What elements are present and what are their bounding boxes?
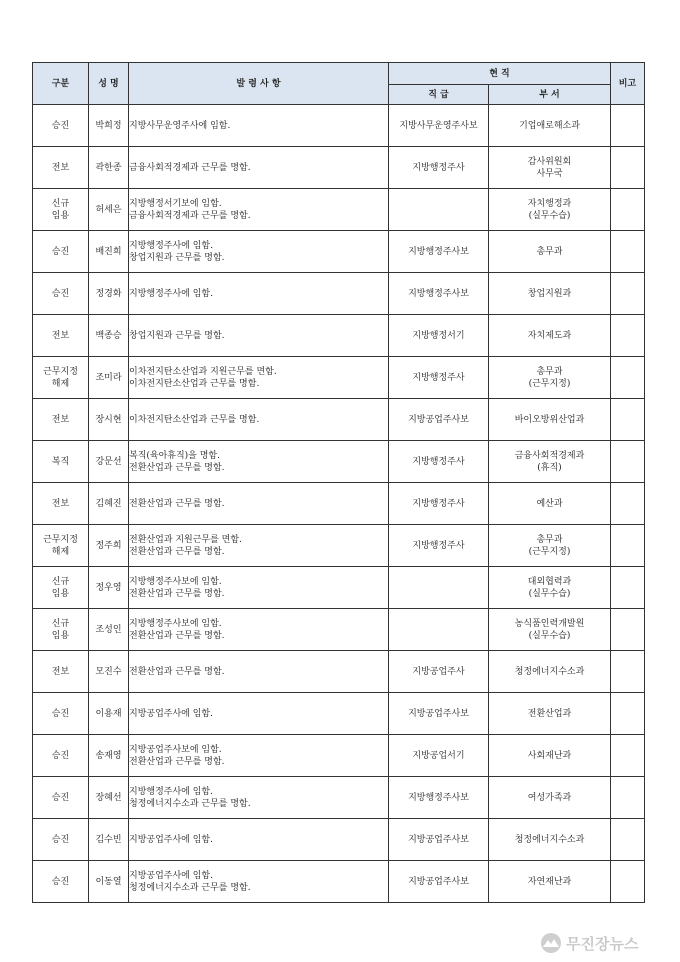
cell-order — [129, 105, 389, 147]
cell-dept — [489, 105, 611, 147]
cell-rank: 지방공업주사 — [389, 651, 489, 693]
cell-order — [129, 525, 389, 567]
cell-dept-line: (실무수습) — [528, 630, 571, 641]
cell-order — [129, 189, 389, 231]
cell-category-line: 전보 — [51, 498, 70, 509]
cell-order-line: 이차전지탄소산업과 지원근무를 면함. — [129, 366, 277, 377]
cell-note — [611, 399, 645, 441]
cell-order-line: 전환산업과 근무를 명함. — [129, 462, 225, 473]
cell-note — [611, 483, 645, 525]
cell-order-line: 복직(육아휴직)을 명함. — [129, 450, 220, 461]
cell-category — [33, 483, 89, 525]
cell-category — [33, 525, 89, 567]
cell-dept — [489, 777, 611, 819]
cell-rank: 지방행정주사보 — [389, 777, 489, 819]
cell-order-line: 전환산업과 근무를 명함. — [129, 546, 225, 557]
cell-order-line: 창업지원과 근무를 명함. — [129, 330, 225, 341]
cell-category — [33, 189, 89, 231]
cell-category-line: 승진 — [51, 834, 70, 845]
cell-dept-line: 대외협력과 — [527, 576, 572, 587]
table-row — [33, 861, 645, 903]
table-row — [33, 357, 645, 399]
header-rank: 직 급 — [389, 85, 489, 105]
table-row — [33, 399, 645, 441]
cell-note — [611, 819, 645, 861]
table-row — [33, 735, 645, 777]
cell-dept-line: 금융사회적경제과 — [514, 450, 585, 461]
cell-category-line: 신규 — [51, 198, 70, 209]
cell-category-line: 해제 — [51, 378, 70, 389]
cell-name: 배진희 — [89, 231, 129, 273]
cell-category — [33, 315, 89, 357]
table-row — [33, 525, 645, 567]
cell-name: 곽한종 — [89, 147, 129, 189]
cell-rank: 지방공업주사보 — [389, 819, 489, 861]
cell-dept-line: 예산과 — [536, 498, 563, 509]
cell-note — [611, 609, 645, 651]
cell-category-line: 전보 — [51, 162, 70, 173]
cell-rank: 지방행정주사 — [389, 525, 489, 567]
cell-dept-line: 사회재난과 — [527, 750, 572, 761]
cell-rank: 지방행정서기 — [389, 315, 489, 357]
watermark-text: 무진장뉴스 — [566, 934, 639, 953]
cell-order-line: 지방공업주사에 임함. — [129, 834, 213, 845]
cell-category — [33, 567, 89, 609]
table-row — [33, 651, 645, 693]
cell-order-line: 청정에너지수소과 근무를 명함. — [129, 798, 251, 809]
table-row — [33, 105, 645, 147]
cell-category-line: 신규 — [51, 576, 70, 587]
cell-category-line: 근무지정 — [43, 366, 78, 377]
cell-dept — [489, 189, 611, 231]
cell-order-line: 이차전지탄소산업과 근무를 명함. — [129, 378, 260, 389]
table-body — [33, 105, 645, 903]
cell-note — [611, 315, 645, 357]
cell-order — [129, 567, 389, 609]
table-row — [33, 441, 645, 483]
header-order: 발 령 사 항 — [129, 63, 389, 105]
cell-name: 김혜진 — [89, 483, 129, 525]
table-row — [33, 609, 645, 651]
cell-category — [33, 777, 89, 819]
cell-rank — [389, 609, 489, 651]
cell-dept — [489, 231, 611, 273]
cell-order — [129, 273, 389, 315]
cell-category-line: 승진 — [51, 288, 70, 299]
cell-note — [611, 735, 645, 777]
cell-name: 박희정 — [89, 105, 129, 147]
cell-order-line: 전환산업과 지원근무를 면함. — [129, 534, 242, 545]
cell-order-line: 지방행정주사보에 임함. — [129, 576, 222, 587]
cell-category-line: 승진 — [51, 708, 70, 719]
cell-rank: 지방행정주사 — [389, 147, 489, 189]
table-row — [33, 819, 645, 861]
cell-rank: 지방행정주사 — [389, 357, 489, 399]
cell-category-line: 해제 — [51, 546, 70, 557]
cell-dept — [489, 651, 611, 693]
cell-order-line: 청정에너지수소과 근무를 명함. — [129, 882, 251, 893]
cell-category — [33, 819, 89, 861]
cell-order — [129, 315, 389, 357]
cell-note — [611, 441, 645, 483]
cell-dept-line: 감사위원회 — [527, 156, 572, 167]
cell-category — [33, 105, 89, 147]
cell-note — [611, 651, 645, 693]
cell-note — [611, 147, 645, 189]
cell-note — [611, 777, 645, 819]
table-header — [33, 63, 645, 105]
cell-category-line: 임용 — [51, 210, 70, 221]
header-name: 성 명 — [89, 63, 129, 105]
table-row — [33, 231, 645, 273]
cell-note — [611, 567, 645, 609]
cell-category-line: 임용 — [51, 630, 70, 641]
cell-name: 조성인 — [89, 609, 129, 651]
header-dept: 부 서 — [489, 85, 611, 105]
cell-rank: 지방공업주사보 — [389, 399, 489, 441]
cell-order-line: 전환산업과 근무를 명함. — [129, 756, 225, 767]
cell-order — [129, 147, 389, 189]
cell-note — [611, 231, 645, 273]
table-row — [33, 315, 645, 357]
table-row — [33, 777, 645, 819]
cell-name: 송재영 — [89, 735, 129, 777]
cell-dept-line: 총무과 — [536, 366, 563, 377]
cell-order — [129, 399, 389, 441]
cell-name: 김수빈 — [89, 819, 129, 861]
table-row — [33, 483, 645, 525]
cell-rank: 지방행정주사 — [389, 483, 489, 525]
cell-order-line: 전환산업과 근무를 명함. — [129, 588, 225, 599]
cell-order — [129, 735, 389, 777]
cell-note — [611, 189, 645, 231]
cell-order-line: 지방행정주사에 임함. — [129, 240, 213, 251]
cell-order — [129, 819, 389, 861]
cell-order — [129, 357, 389, 399]
cell-dept-line: 농식품인력개발원 — [514, 618, 585, 629]
cell-category-line: 승진 — [51, 792, 70, 803]
cell-dept-line: (휴직) — [537, 462, 562, 473]
cell-rank: 지방공업주사보 — [389, 693, 489, 735]
cell-name: 모진수 — [89, 651, 129, 693]
cell-dept-line: (실무수습) — [528, 588, 571, 599]
cell-dept — [489, 861, 611, 903]
cell-order — [129, 651, 389, 693]
cell-name: 정주희 — [89, 525, 129, 567]
table-row — [33, 273, 645, 315]
cell-rank: 지방공업서기 — [389, 735, 489, 777]
cell-dept-line: 자연재난과 — [527, 876, 572, 887]
cell-dept — [489, 315, 611, 357]
cell-dept-line: 사무국 — [536, 168, 563, 179]
cell-note — [611, 861, 645, 903]
cell-name: 강문선 — [89, 441, 129, 483]
cell-dept-line: (실무수습) — [528, 210, 571, 221]
cell-dept-line: (근무지정) — [528, 546, 571, 557]
cell-category-line: 승진 — [51, 246, 70, 257]
header-note: 비고 — [611, 63, 645, 105]
cell-order — [129, 609, 389, 651]
cell-category-line: 승진 — [51, 876, 70, 887]
cell-category — [33, 441, 89, 483]
cell-dept-line: 총무과 — [536, 534, 563, 545]
cell-dept-line: 바이오방위산업과 — [514, 414, 585, 425]
cell-dept-line: 청정에너지수소과 — [514, 666, 585, 677]
table-row — [33, 693, 645, 735]
cell-name: 이동열 — [89, 861, 129, 903]
cell-category — [33, 357, 89, 399]
cell-dept — [489, 567, 611, 609]
cell-order-line: 지방공업주사에 임함. — [129, 870, 213, 881]
cell-dept-line: (근무지정) — [528, 378, 571, 389]
cell-dept-line: 여성가족과 — [527, 792, 572, 803]
table-row — [33, 567, 645, 609]
cell-note — [611, 273, 645, 315]
cell-dept — [489, 609, 611, 651]
cell-rank: 지방행정주사 — [389, 441, 489, 483]
cell-category — [33, 651, 89, 693]
table-row — [33, 189, 645, 231]
cell-note — [611, 105, 645, 147]
cell-rank — [389, 189, 489, 231]
watermark-logo — [540, 930, 666, 956]
cell-category-line: 전보 — [51, 330, 70, 341]
cell-order-line: 전환산업과 근무를 명함. — [129, 630, 225, 641]
cell-category-line: 근무지정 — [43, 534, 78, 545]
cell-dept — [489, 357, 611, 399]
watermark-mountain-icon — [540, 932, 562, 954]
cell-rank — [389, 567, 489, 609]
cell-rank: 지방사무운영주사보 — [389, 105, 489, 147]
cell-dept-line: 기업애로해소과 — [519, 120, 580, 131]
cell-name: 정우영 — [89, 567, 129, 609]
cell-dept-line: 자치행정과 — [527, 198, 572, 209]
cell-dept — [489, 735, 611, 777]
cell-name: 조미라 — [89, 357, 129, 399]
cell-name: 백종승 — [89, 315, 129, 357]
cell-category — [33, 273, 89, 315]
cell-order-line: 지방행정서기보에 임함. — [129, 198, 222, 209]
cell-name: 장시현 — [89, 399, 129, 441]
header-category: 구분 — [33, 63, 89, 105]
cell-name: 이용재 — [89, 693, 129, 735]
cell-order-line: 지방공업주사보에 임함. — [129, 744, 222, 755]
cell-dept — [489, 441, 611, 483]
cell-dept-line: 자치제도과 — [527, 330, 572, 341]
cell-dept — [489, 147, 611, 189]
cell-dept-line: 총무과 — [536, 246, 563, 257]
cell-order-line: 지방행정주사에 임함. — [129, 786, 213, 797]
cell-order — [129, 441, 389, 483]
cell-category-line: 전보 — [51, 414, 70, 425]
cell-category — [33, 735, 89, 777]
cell-order-line: 지방행정주사에 임함. — [129, 288, 213, 299]
cell-name: 정경화 — [89, 273, 129, 315]
cell-order-line: 전환산업과 근무를 명함. — [129, 498, 225, 509]
cell-order-line: 창업지원과 근무를 명함. — [129, 252, 225, 263]
cell-order-line: 이차전지탄소산업과 근무를 명함. — [129, 414, 260, 425]
cell-dept — [489, 483, 611, 525]
cell-category-line: 승진 — [51, 750, 70, 761]
cell-note — [611, 525, 645, 567]
cell-order-line: 전환산업과 근무를 명함. — [129, 666, 225, 677]
cell-category — [33, 693, 89, 735]
cell-order-line: 금융사회적경제과 근무를 명함. — [129, 162, 251, 173]
cell-order-line: 지방행정주사보에 임함. — [129, 618, 222, 629]
cell-note — [611, 693, 645, 735]
cell-category — [33, 399, 89, 441]
cell-order-line: 지방사무운영주사에 임함. — [129, 120, 231, 131]
cell-note — [611, 357, 645, 399]
table-row — [33, 147, 645, 189]
cell-order-line: 금융사회적경제과 근무를 명함. — [129, 210, 251, 221]
cell-order — [129, 483, 389, 525]
cell-order — [129, 777, 389, 819]
cell-order — [129, 861, 389, 903]
cell-category-line: 임용 — [51, 588, 70, 599]
cell-dept-line: 창업지원과 — [527, 288, 572, 299]
personnel-table — [32, 62, 645, 903]
cell-dept — [489, 399, 611, 441]
cell-order-line: 지방공업주사에 임함. — [129, 708, 213, 719]
cell-dept-line: 청정에너지수소과 — [514, 834, 585, 845]
cell-order — [129, 231, 389, 273]
cell-order — [129, 693, 389, 735]
cell-name: 장혜선 — [89, 777, 129, 819]
cell-dept — [489, 819, 611, 861]
cell-rank: 지방행정주사보 — [389, 231, 489, 273]
cell-category-line: 신규 — [51, 618, 70, 629]
cell-category-line: 승진 — [51, 120, 70, 131]
cell-dept — [489, 273, 611, 315]
cell-category-line: 복직 — [51, 456, 70, 467]
cell-rank: 지방공업주사보 — [389, 861, 489, 903]
header-current: 현 직 — [389, 63, 611, 85]
cell-dept — [489, 693, 611, 735]
cell-category — [33, 861, 89, 903]
cell-name: 허세은 — [89, 189, 129, 231]
cell-category-line: 전보 — [51, 666, 70, 677]
cell-dept-line: 전환산업과 — [527, 708, 572, 719]
cell-dept — [489, 525, 611, 567]
cell-category — [33, 609, 89, 651]
cell-category — [33, 147, 89, 189]
cell-rank: 지방행정주사보 — [389, 273, 489, 315]
cell-category — [33, 231, 89, 273]
